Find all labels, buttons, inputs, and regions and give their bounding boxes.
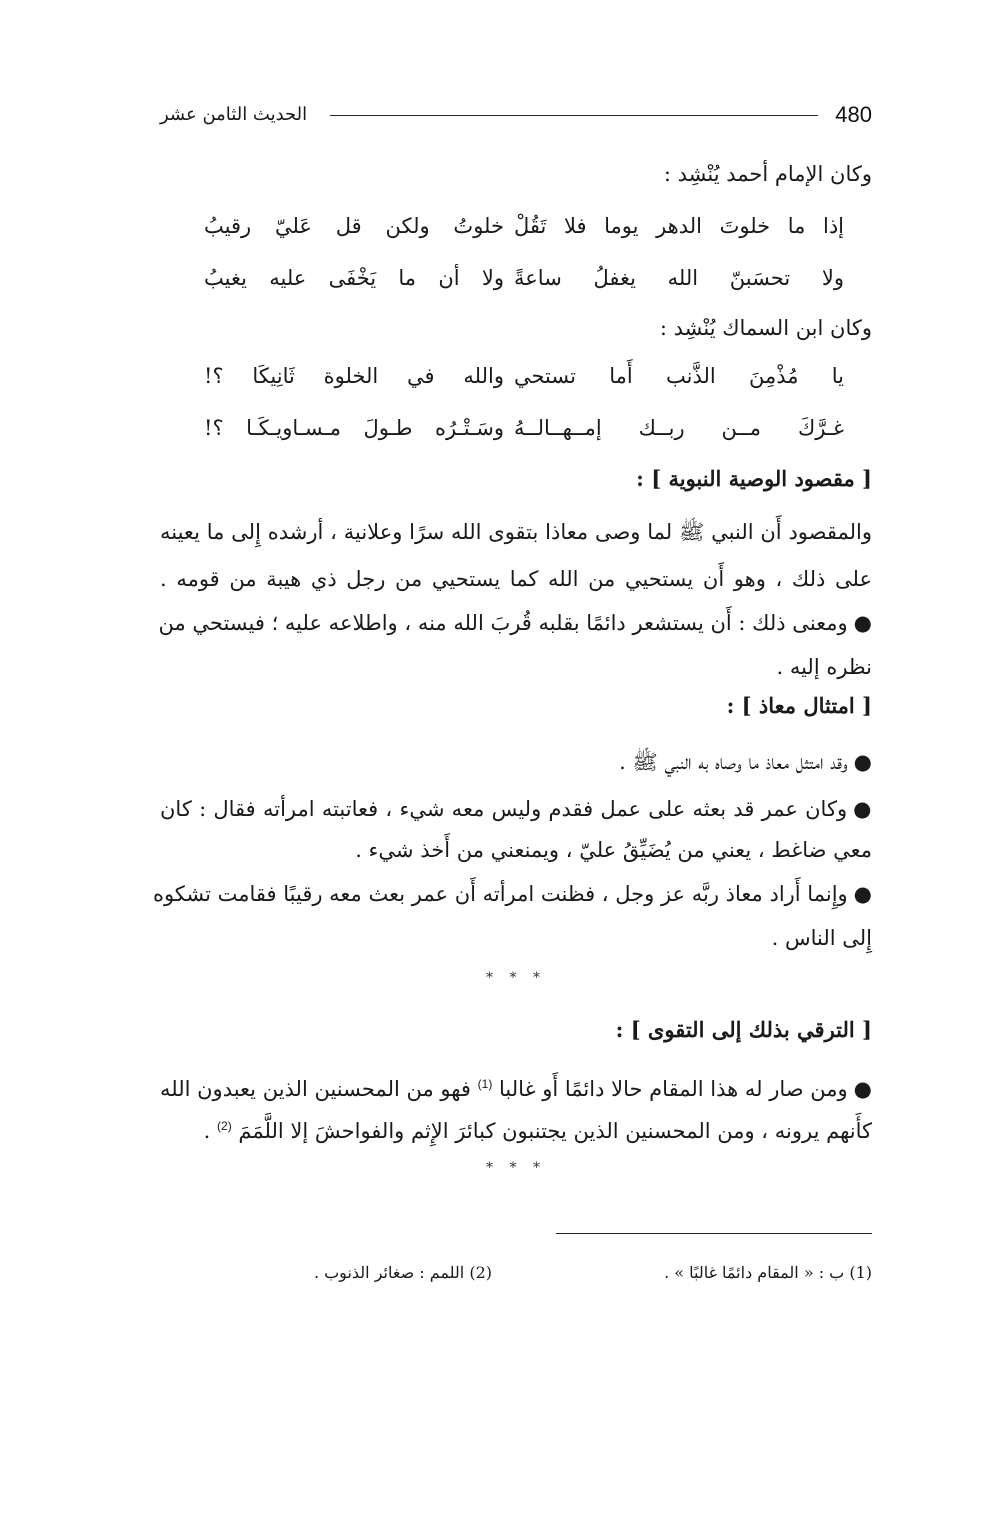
page-header <box>160 100 872 132</box>
paragraph-line: إِلى الناس . <box>771 926 872 950</box>
paragraph-line: ●وكان عمر قد بعثه على عمل فقدم وليس معه شيء ، فعاتبته امرأته فقال : كان <box>160 797 872 821</box>
verse-first-hemistich: ولا تحسَبنّ الله يغفلُ ساعةً <box>514 266 844 290</box>
poem1-verse-2 <box>160 260 872 296</box>
paragraph-line: ●وإِنما أَراد معاذ ربَّه عز وجل ، فظنت امرأته أَن عمر بعث معه رقيبًا فقامت تشكوه <box>152 882 872 906</box>
bullet-icon: ● <box>853 797 872 821</box>
running-title: الحديث الثامن عشر <box>160 104 308 125</box>
paragraph-line: ●ومعنى ذلك : أَن يستشعر دائمًا بقلبه قُربَ الله منه ، واطلاعه عليه ؛ فيستحي من <box>158 611 872 635</box>
footnote-marker[interactable]: (2) <box>217 1119 232 1133</box>
section-separator: * * * <box>486 970 546 986</box>
poem1-verse-1 <box>160 208 872 244</box>
paragraph-line: والمقصود أَن النبي ﷺ لما وصى معاذا بتقوى الله سرًا وعلانية ، أرشده إِلى ما يعينه <box>160 520 872 544</box>
paragraph-line: ●ومن صار له هذا المقام حالا دائمًا أَو غالبا $^{(1)}$ فهو من المحسنين الذين يعبدون الله <box>160 1077 872 1101</box>
header-rule <box>330 115 818 116</box>
paragraph-line: معي ضاغط ، يعني من يُضَيِّقُ عليّ ، ويمنعني من أَخذ شيء . <box>355 838 872 862</box>
section-heading: [ مقصود الوصية النبوية ] : <box>636 466 872 491</box>
section-separator: * * * <box>486 1160 546 1176</box>
poem2-intro: وكان ابن السماك يُنْشِد : <box>659 316 872 340</box>
section-heading: [ الترقي بذلك إلى التقوى ] : <box>615 1017 872 1042</box>
paragraph-line: على ذلك ، وهو أَن يستحيي من الله كما يستحيي من رجل ذي هيبة من قومه . <box>160 567 872 591</box>
footnotes <box>160 1258 872 1288</box>
verse-second-hemistich: خلوتُ ولكن قل عَليّ رقيبُ <box>204 214 504 238</box>
footnote-2: (2) اللمم : صغائر الذنوب . <box>313 1263 492 1282</box>
verse-second-hemistich: والله في الخلوة ثَانِيكَا ؟! <box>204 364 504 388</box>
page-number: 480 <box>835 102 872 127</box>
poem1-intro: وكان الإمام أحمد يُنْشِد : <box>663 162 872 186</box>
footnote-rule <box>556 1233 872 1234</box>
poem2-verse-2 <box>160 410 872 446</box>
paragraph-line: ●وقد امتثل معاذ ما وصاه به النبي ﷺ . <box>619 750 872 774</box>
bullet-icon: ● <box>853 1077 872 1101</box>
verse-first-hemistich: غـرَّكَ مــن ربــك إمــهــالــهُ <box>514 416 844 440</box>
bullet-icon: ● <box>853 611 872 635</box>
verse-first-hemistich: يا مُذْمِنَ الذَّنب أَما تستحي <box>514 364 844 388</box>
paragraph-line: كأَنهم يرونه ، ومن المحسنين الذين يجتنبون كبائرَ الإِثم والفواحشَ إلا اللَّمَمَ $^{(2)}$ . <box>203 1119 872 1143</box>
poem2-verse-1 <box>160 358 872 394</box>
section-heading: [ امتثال معاذ ] : <box>726 693 872 718</box>
footnote-1: (1) ب : « المقام دائمًا غالبًا » . <box>664 1263 872 1282</box>
paragraph-line: نظره إليه . <box>776 655 872 679</box>
verse-second-hemistich: وسَـتْـرُه طـولَ مـسـاويـكَـا ؟! <box>204 416 504 440</box>
bullet-icon: ● <box>853 882 872 906</box>
verse-first-hemistich: إذا ما خلوتَ الدهر يوما فلا تَقُلْ <box>514 214 844 238</box>
footnote-marker[interactable]: (1) <box>477 1077 493 1091</box>
bullet-icon: ● <box>853 750 872 774</box>
verse-second-hemistich: ولا أن ما يَخْفَى عليه يغيبُ <box>204 266 504 290</box>
